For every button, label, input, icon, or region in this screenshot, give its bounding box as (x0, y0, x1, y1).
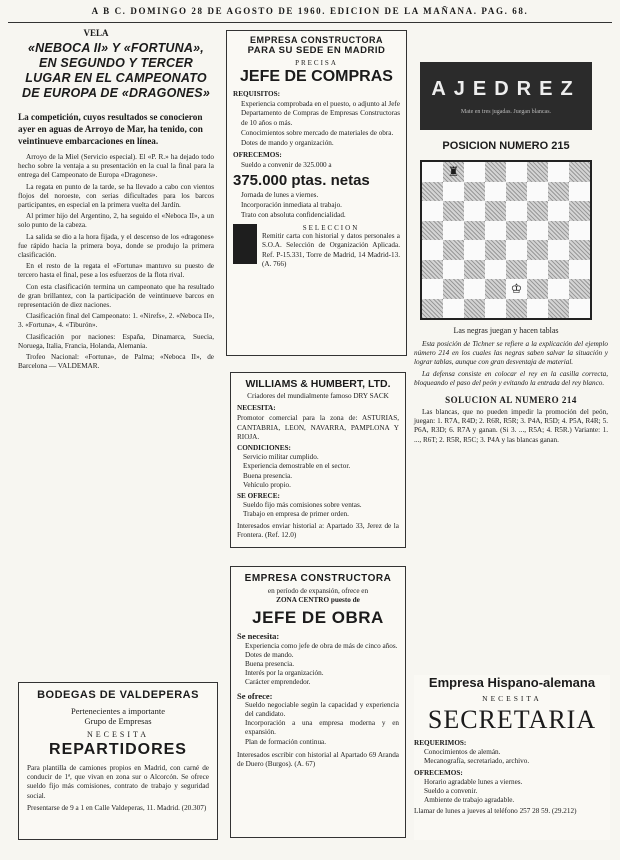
chess-square (422, 221, 443, 241)
article-paragraph: En el resto de la regata el «Fortuna» mantuvo su puesto de tercero hasta el final, pese a los esfuerzos de la flota rival. (18, 262, 214, 280)
chess-square (485, 221, 506, 241)
chess-square (506, 162, 527, 182)
hisp-offer-head: OFRECEMOS: (414, 768, 463, 777)
chess-square (569, 240, 590, 260)
chess-square (527, 240, 548, 260)
hisp-offer: Ambiente de trabajo agradable. (424, 796, 515, 805)
ad-jefe-obra (230, 566, 406, 838)
chess-square (548, 162, 569, 182)
chess-square (422, 240, 443, 260)
chess-square (506, 201, 527, 221)
chess-solution: Las blancas, que no pueden impedir la promoción del peón, juegan: 1. R7A, R4D; 2. R6R, R5R; 3. P4A, R5D; 4. P5A, R4R; 5. P6A, R3D; 6. R7A y ganan. (Si 3. ..., R5A; 4. R5R.) Variante: 1. ..., R6T; 2. R5R, R5C; 3. P4A y las blancas ganan. (414, 408, 608, 444)
compras-offer-line: Sueldo a convenir de 325.000 a (241, 161, 332, 170)
chess-square (485, 279, 506, 299)
chess-square (548, 240, 569, 260)
compras-sub: PARA SU SEDE EN MADRID (247, 45, 386, 56)
hisp-req: Mecanografía, secretariado, archivo. (424, 757, 530, 766)
article-kicker: VELA (83, 28, 109, 38)
obra-offer: Sueldo negociable según la capacidad y experiencia del candidato. (245, 700, 399, 719)
bodegas-title: BODEGAS DE VALDEPERAS (37, 689, 199, 701)
chess-square (569, 182, 590, 202)
obra-closing: Interesados escribir con historial al Apartado 69 Aranda de Duero (Burgos). (A. 67) (237, 750, 399, 769)
chess-square (548, 201, 569, 221)
chess-square (464, 279, 485, 299)
chess-square (422, 162, 443, 182)
chess-square (569, 260, 590, 280)
article-lead: La competición, cuyos resultados se conocieron ayer en aguas de Arroyo de Mar, ha tenido, con veintinueve embarcaciones en línea. (18, 112, 203, 146)
article-paragraph: La salida se dio a la hora fijada, y el descenso de los «dragones» fue rápido hacia la primera boya, donde se produjo la primera clasificación. (18, 232, 214, 260)
compras-precisa: PRECISA (295, 59, 338, 67)
compras-offer-more: Jornada de lunes a viernes. (241, 190, 319, 199)
chess-square (548, 279, 569, 299)
chess-square (443, 182, 464, 202)
article-body (18, 153, 214, 371)
ad-williams-humbert (230, 372, 406, 548)
chess-square (548, 299, 569, 319)
williams-necesita: Promotor comercial para la zona de: ASTURIAS, CANTABRIA, LEON, NAVARRA, PAMPLONA Y RIOJA. (237, 414, 399, 441)
compras-offer-more: Incorporación inmediata al trabajo. (241, 200, 342, 209)
bodegas-necesita: NECESITA (86, 730, 150, 739)
bodegas-sub2: Grupo de Empresas (84, 716, 152, 726)
article-paragraph: Arroyo de la Miel (Servicio especial). El «P. R.» ha dejado todo hecho sobre la ventaja a su presentación en la cual la final para la entrega del Campeonato de Europa «Dragones». (18, 153, 214, 180)
compras-top: EMPRESA CONSTRUCTORA (249, 35, 383, 45)
chess-square (464, 201, 485, 221)
chess-position-title: POSICION NUMERO 215 (442, 140, 570, 152)
chess-board (420, 160, 592, 320)
compras-title: JEFE DE COMPRAS (240, 68, 393, 85)
obra-req: Dotes de mando. (245, 650, 294, 659)
article-paragraph: Al primer hijo del Argentino, 2, ha seguido el «Neboca II», a un solo punto de la cabeza. (18, 212, 214, 230)
hisp-closing: Llamar de lunes a jueves al teléfono 257 28 59. (29.212) (414, 807, 577, 816)
chess-square (422, 260, 443, 280)
seleccion-title: SELECCION (302, 224, 360, 233)
chess-square (548, 260, 569, 280)
chess-square (443, 201, 464, 221)
chess-square (443, 299, 464, 319)
chess-square (464, 182, 485, 202)
obra-req: Experiencia como jefe de obra de más de cinco años. (245, 641, 398, 650)
chess-square (569, 279, 590, 299)
chess-square (569, 201, 590, 221)
williams-necesita-head: NECESITA: (237, 404, 276, 413)
williams-offer: Trabajo en empresa de primer orden. (243, 510, 349, 519)
compras-req: Dotes de mando y organización. (241, 139, 334, 148)
chess-square (464, 221, 485, 241)
chess-square (464, 299, 485, 319)
williams-cond: Buena presencia. (243, 471, 293, 480)
hisp-title: SECRETARIA (427, 705, 597, 734)
chess-square (548, 221, 569, 241)
hisp-necesita: NECESITA (482, 694, 542, 703)
soa-logo (233, 224, 257, 264)
williams-sub: Criadores del mundialmente famoso DRY SACK (247, 392, 389, 400)
article-headline: «NEBOCA II» Y «FORTUNA», EN SEGUNDO Y TERCER LUGAR EN EL CAMPEONATO DE EUROPA DE «DRAGONES» (22, 41, 210, 100)
obra-top: EMPRESA CONSTRUCTORA (244, 573, 392, 584)
obra-req-head: Se necesita: (237, 631, 280, 642)
compras-req: Conocimientos sobre mercado de materiales de obra. (241, 128, 394, 137)
williams-closing: Interesados enviar historial a: Apartado 33, Jerez de la Frontera. (Ref. 12.0) (237, 521, 399, 539)
chess-solution-head: SOLUCION AL NUMERO 214 (445, 395, 577, 406)
bodegas-role: REPARTIDORES (49, 741, 187, 758)
hisp-req-head: REQUERIMOS: (414, 739, 467, 747)
sailing-article (18, 28, 214, 371)
chess-column (414, 340, 608, 445)
obra-req: Buena presencia. (245, 660, 295, 669)
chess-square (464, 240, 485, 260)
article-paragraph: Clasificación por naciones: España, Dinamarca, Suecia, Noruega, Italia, Francia, Holanda, Alemania. (18, 332, 214, 350)
chess-square (506, 299, 527, 319)
chess-square (527, 260, 548, 280)
chess-square (485, 201, 506, 221)
ad-jefe-compras (226, 30, 407, 356)
chess-header-title: AJEDREZ (431, 78, 581, 100)
chess-square (506, 279, 527, 299)
chess-square (422, 201, 443, 221)
chess-square (485, 240, 506, 260)
chess-square (527, 162, 548, 182)
article-paragraph: Con esta clasificación termina un campeonato que ha resultado de gran brillantez, con la participación de veintinueve barcos en representación de diez naciones. (18, 282, 214, 310)
williams-offer-head: SE OFRECE: (237, 492, 280, 501)
chess-square (569, 221, 590, 241)
chess-text-1: Esta posición de Tichner se refiere a la explicación del ejemplo número 214 en los cuales las negras saben salvar la situación y lograr tablas, aunque con gran desventaja de material. (414, 340, 608, 367)
page-header: A B C. DOMINGO 28 DE AGOSTO DE 1960. EDICION DE LA MAÑANA. PAG. 68. (91, 6, 529, 16)
compras-req-head: REQUISITOS: (233, 90, 281, 98)
chess-square (527, 221, 548, 241)
chess-square (485, 299, 506, 319)
obra-offer: Incorporación a una empresa moderna y en expansión. (245, 719, 399, 737)
chess-header-sub: Mate en tres jugadas. Juegan blancas. (460, 109, 552, 115)
chess-piece-icon: ♜ (447, 163, 460, 179)
bodegas-sub1: Pertenecientes a importante (71, 706, 165, 716)
chess-text-2: La defensa consiste en colocar el rey en la casilla correcta, bloqueando el paso del peón y evitando la entrada del rey blanco. (414, 369, 608, 387)
chess-square (422, 279, 443, 299)
chess-square (569, 162, 590, 182)
chess-square (527, 201, 548, 221)
chess-square (527, 299, 548, 319)
obra-sub2: ZONA CENTRO puesto de (276, 596, 360, 605)
hisp-offer: Sueldo a convenir. (424, 787, 478, 796)
bodegas-closing: Presentarse de 9 a 1 en Calle Valdeperas, 11. Madrid. (20.307) (27, 803, 207, 812)
chess-square (443, 260, 464, 280)
obra-offer: Plan de formación continua. (245, 737, 327, 746)
chess-square (527, 182, 548, 202)
chess-square (443, 162, 464, 182)
chess-board-caption: Las negras juegan y hacen tablas (453, 326, 559, 335)
chess-piece-icon: ♔ (510, 280, 523, 296)
compras-req: Experiencia comprobada en el puesto, o adjunto al Jefe Departamento de Compras de Empresas Constructoras de 10 años o más. (241, 100, 400, 127)
hisp-offer: Horario agradable lunes a viernes. (424, 777, 523, 786)
chess-square (485, 182, 506, 202)
chess-square (464, 162, 485, 182)
compras-offer-more: Trato con absoluta confidencialidad. (241, 211, 346, 220)
chess-square (422, 299, 443, 319)
williams-cond-head: CONDICIONES: (237, 444, 291, 453)
chess-square (464, 260, 485, 280)
chess-square (443, 221, 464, 241)
obra-req: Carácter emprendedor. (245, 678, 311, 687)
seleccion-block (233, 224, 400, 269)
chess-square (506, 240, 527, 260)
chess-square (569, 299, 590, 319)
obra-sub1: en período de expansión, ofrece en (267, 587, 369, 595)
obra-title: JEFE DE OBRA (252, 608, 384, 628)
article-paragraph: La regata en punto de la tarde, se ha llevado a cabo con vientos flojos del noroeste, con serias dificultades para los barcos participantes, en especial en la primera vuelta del Jardín. (18, 182, 214, 210)
chess-square (548, 182, 569, 202)
obra-req: Interés por la organización. (245, 669, 324, 678)
compras-offer-head: OFRECEMOS: (233, 151, 282, 160)
chess-square (506, 260, 527, 280)
article-paragraph: Trofeo Nacional: «Fortuna», de Palma; «Neboca II», de Barcelona — VALDEMAR. (18, 353, 214, 371)
compras-salary: 375.000 ptas. netas (233, 171, 370, 189)
williams-cond: Vehículo propio. (243, 480, 291, 489)
chess-square (443, 279, 464, 299)
williams-cond: Experiencia demostrable en el sector. (243, 462, 351, 471)
chess-square (506, 182, 527, 202)
williams-title: WILLIAMS & HUMBERT, LTD. (245, 378, 391, 390)
chess-square (506, 221, 527, 241)
williams-offer: Sueldo fijo más comisiones sobre ventas. (243, 501, 362, 510)
hisp-top: Empresa Hispano-alemana (428, 675, 596, 690)
chess-square (485, 260, 506, 280)
chess-header (420, 62, 592, 130)
chess-square (485, 162, 506, 182)
article-paragraph: Clasificación final del Campeonato: 1. «Nirefs», 2. «Neboca II», 3. «Fortuna», 4. «Tiburón». (18, 312, 214, 330)
hisp-req: Conocimientos de alemán. (424, 748, 501, 757)
chess-square (422, 182, 443, 202)
ad-secretaria (414, 675, 610, 840)
ad-bodegas-valdeperas (18, 682, 218, 840)
obra-offer-head: Se ofrece: (237, 690, 273, 701)
chess-square (527, 279, 548, 299)
williams-cond: Servicio militar cumplido. (243, 453, 319, 462)
chess-square (443, 240, 464, 260)
header-rule (8, 22, 612, 23)
seleccion-text: Remitir carta con historial y datos personales a S.O.A. Selección de Organización Aplicada. Ref. P-15.331, Torre de Madrid, 14 Madrid-13. (A. 766) (262, 232, 400, 268)
bodegas-body: Para plantilla de camiones propios en Madrid, con carné de conducir de 1ª, que vivan en zona sur o Alcorcón. Se ofrece sueldo fijo más comisiones, contrato de trabajo y seguridad social. (27, 764, 209, 800)
